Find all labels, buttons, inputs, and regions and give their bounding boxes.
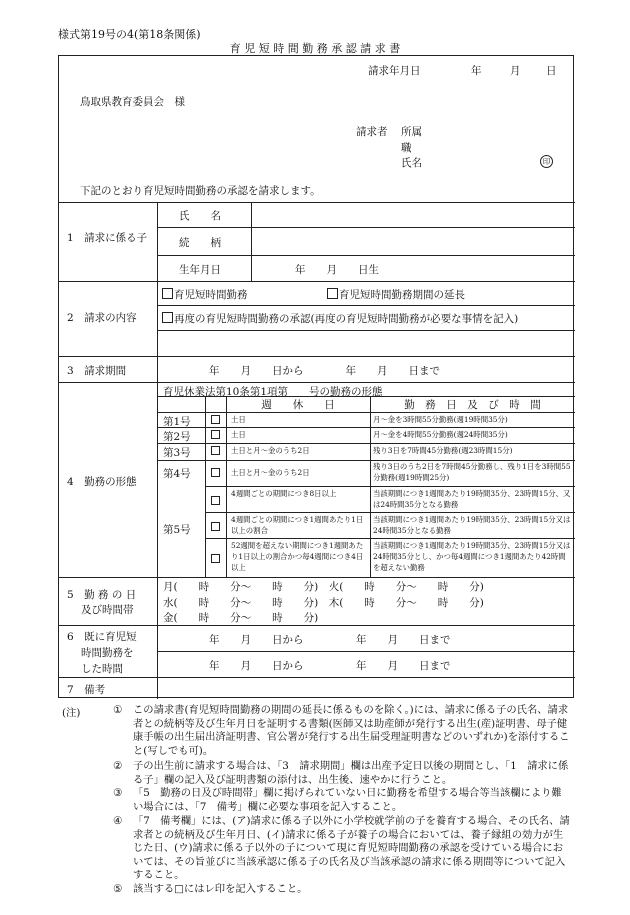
time-line: 水( 時 分～ 時 分) 木( 時 分～ 時 分) <box>163 597 484 609</box>
time-line: 月( 時 分～ 時 分) 火( 時 分～ 時 分) <box>163 581 484 593</box>
checkbox[interactable] <box>211 554 220 563</box>
period-value: 年 月 日から 年 月 日まで <box>209 365 440 377</box>
checkbox[interactable] <box>211 522 220 531</box>
child-birth-value: 年 月 日生 <box>295 264 379 276</box>
date-year: 年 <box>471 65 482 77</box>
note-text: この請求書(育児短時間勤務の期間の延長に係るものを除く。)には、請求に係る子の氏名、請求者との続柄等及び生年月日を証明する書類(医師又は助産師が発行する出生(産)証明書、母子健康手帳の出生届出済証明書、官公署が発行する出生届受理証明書などのいずれか)を添付すること(写しでも可)。 <box>133 704 570 757</box>
request-statement: 下記のとおり育児短時間勤務の承認を請求します。 <box>80 185 321 197</box>
checkbox[interactable] <box>211 415 220 424</box>
checkbox[interactable] <box>162 312 173 323</box>
option-label: 育児短時間勤務期間の延長 <box>339 289 465 301</box>
time-line: 金( 時 分～ 時 分) <box>163 612 319 624</box>
sec3-label: 3 請求期間 <box>67 365 127 377</box>
sec6-label: 6 既に育児短 <box>67 631 137 643</box>
option-label: 再度の育児短時間勤務の承認(再度の育児短時間勤務が必要な事情を記入) <box>174 313 519 325</box>
row-rest: 4週間ごとの期間につき8日以上 <box>231 489 337 498</box>
row-rest: 52週間を超えない期間につき1週間あたり1日以上の割合かつ毎4週間につき4日以上 <box>231 541 364 572</box>
col-work-hours: 勤 務 日 及 び 時 間 <box>404 399 541 411</box>
row-no: 第4号 <box>163 468 191 480</box>
row-rest: 4週間ごとの期間につき1週間あたり1日以上の割合 <box>231 515 364 535</box>
row-no: 第5号 <box>163 524 191 536</box>
note-text: 子の出生前に請求する場合は、「3 請求期間」欄は出産予定日以後の期間とし、「1 請求に係る子」欄の記入及び証明書類の添付は、出生後、速やかに行うこと。 <box>133 760 569 786</box>
sec5-label: 5 勤 務 の 日 <box>67 589 137 601</box>
note-mark: ⑤ <box>113 883 123 895</box>
row-rest: 土日と月～金のうち2日 <box>231 446 310 455</box>
sec2-label: 2 請求の内容 <box>67 312 137 324</box>
option-again[interactable] <box>162 311 518 326</box>
work-form-header: 育児休業法第10条第1項第 号の勤務の形態 <box>163 386 383 398</box>
row-no: 第2号 <box>163 431 191 443</box>
prior-period-value: 年 月 日から 年 月 日まで <box>209 660 451 672</box>
note-mark: ③ <box>113 787 123 799</box>
sec4-label: 4 勤務の形態 <box>67 476 137 488</box>
checkbox[interactable] <box>327 288 338 299</box>
note-text: 「7 備考欄」には、(ア)請求に係る子以外に小学校就学前の子を養育する場合、その氏名、請求者との続柄及び生年月日、(イ)請求に係る子が養子の場合においては、養子縁組の効力が生じた日、(ウ)請求に係る子以外の子について現に育児短時間勤務の承認を受けている場合においては、その旨並びに当該承認に係る子の氏名及び当該承認の請求に係る期間等について記入すること。 <box>133 815 570 882</box>
date-day: 日 <box>546 65 557 77</box>
checkbox[interactable] <box>211 468 220 477</box>
form-number: 様式第19号の4(第18条関係) <box>58 28 201 41</box>
prior-period-value: 年 月 日から 年 月 日まで <box>209 634 451 646</box>
child-name-label: 氏 名 <box>179 210 221 222</box>
row-rest: 土日 <box>231 415 246 424</box>
affiliation-label: 所属 <box>401 126 422 138</box>
row-hours: 残り3日のうち2日を7時間45分勤務し、残り1日を3時間55分勤務(週19時間25分) <box>373 462 571 482</box>
checkbox[interactable] <box>211 430 220 439</box>
checkbox[interactable] <box>211 446 220 455</box>
date-month: 月 <box>510 65 521 77</box>
row-hours: 当該期間につき1週間あたり19時間35分、23時間15分、又は24時間35分となる勤務 <box>373 489 571 509</box>
row-hours: 残り3日を7時間45分勤務(週23時間15分) <box>373 446 513 455</box>
note-mark: ④ <box>113 815 123 827</box>
sec5-label-2: 及び時間帯 <box>81 604 134 616</box>
addressee: 鳥取県教育委員会 様 <box>80 96 185 108</box>
note-mark: ① <box>113 704 123 716</box>
requester-label: 請求者 <box>356 126 388 138</box>
sec6-label-2: 時間勤務を <box>81 647 134 659</box>
form-sheet <box>58 55 574 698</box>
note-text: 該当する□にはレ印を記入すること。 <box>133 883 308 895</box>
note-mark: ② <box>113 760 123 772</box>
note-text: 「5 勤務の日及び時間帯」欄に掲げられていない日に勤務を希望する場合等当該欄により難い場合には、「7 備考」欄に必要な事項を記入すること。 <box>133 787 562 813</box>
name-label: 氏名 <box>401 157 422 169</box>
notes-prefix: (注) <box>62 707 81 719</box>
position-label: 職 <box>401 142 412 154</box>
option-extension[interactable] <box>327 287 465 302</box>
sec6-label-3: した時間 <box>81 663 123 675</box>
col-rest-days: 週 休 日 <box>261 399 335 411</box>
row-no: 第1号 <box>163 416 191 428</box>
request-date-label: 請求年月日 <box>368 65 421 77</box>
row-rest: 土日 <box>231 430 246 439</box>
page-title: 育 児 短 時 間 勤 務 承 認 請 求 書 <box>229 42 401 55</box>
checkbox[interactable] <box>211 496 220 505</box>
row-hours: 月～金を4時間55分勤務(週24時間35分) <box>373 430 508 439</box>
row-hours: 月～金を3時間55分勤務(週19時間35分) <box>373 415 508 424</box>
seal-mark: 印 <box>540 155 553 168</box>
row-no: 第3号 <box>163 447 191 459</box>
option-label: 育児短時間勤務 <box>174 289 248 301</box>
sec7-label: 7 備考 <box>67 684 106 696</box>
child-birth-label: 生年月日 <box>179 264 221 276</box>
checkbox[interactable] <box>162 288 173 299</box>
child-relation-label: 続 柄 <box>179 237 221 249</box>
row-rest: 土日と月～金のうち2日 <box>231 468 310 477</box>
option-short-time[interactable] <box>162 287 248 302</box>
sec1-label: 1 請求に係る子 <box>67 232 148 244</box>
row-hours: 当該期間につき1週間あたり19時間35分、23時間15分又は24時間35分となる勤務 <box>373 515 571 535</box>
row-hours: 当該期間につき1週間あたり19時間35分、23時間15分又は24時間35分とし、かつ毎4週間につき1週間あたり42時間を超えない勤務 <box>373 541 571 572</box>
